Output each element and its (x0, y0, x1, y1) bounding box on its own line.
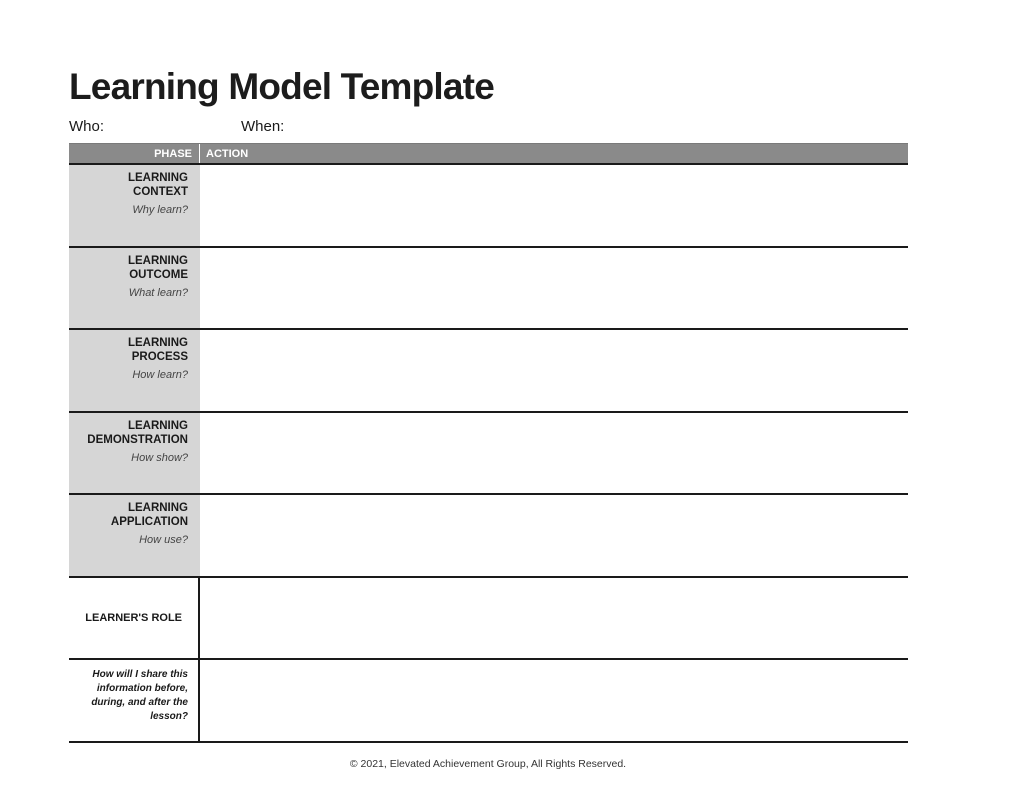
phase-question: How use? (139, 534, 188, 546)
action-cell[interactable] (200, 413, 908, 494)
action-cell[interactable] (200, 495, 908, 576)
phase-name-line2: APPLICATION (110, 516, 188, 528)
phase-name-line2: OUTCOME (129, 268, 188, 281)
phase-header: PHASE (69, 144, 200, 163)
action-cell[interactable] (200, 578, 908, 659)
phase-name-line1: LEARNING (127, 172, 188, 184)
phase-name-line1: LEARNING (127, 502, 188, 514)
copyright-footer: © 2021, Elevated Achievement Group, All Rights Reserved. (349, 758, 627, 770)
table-row-learning-outcome (69, 248, 908, 331)
action-cell[interactable] (200, 165, 908, 246)
phase-name-line2: CONTEXT (133, 186, 188, 198)
table-row-learning-demonstration (69, 413, 908, 496)
action-cell[interactable] (200, 248, 908, 329)
phase-cell (69, 165, 200, 246)
phase-cell (69, 413, 200, 494)
learning-model-table (69, 143, 908, 743)
who-label: Who: (69, 118, 105, 135)
phase-name-line1: LEARNING (127, 254, 188, 267)
phase-question: How learn? (132, 369, 188, 381)
table-row-learning-context (69, 165, 908, 248)
phase-name-line2: DEMONSTRATION (87, 433, 188, 446)
phase-question: What learn? (128, 286, 188, 299)
learners-role-label: LEARNER'S ROLE (85, 611, 182, 624)
share-question-cell (69, 660, 200, 741)
phase-cell (69, 248, 200, 329)
table-row-learning-process (69, 330, 908, 413)
table-row-share (69, 660, 908, 743)
action-header: ACTION (206, 148, 249, 160)
page-title: Learning Model Template (69, 66, 494, 107)
action-cell[interactable] (200, 330, 908, 411)
table-row-learning-application (69, 495, 908, 578)
phase-name-line1: LEARNING (127, 337, 188, 349)
table-row-learners-role (69, 578, 908, 661)
action-cell[interactable] (200, 660, 908, 741)
phase-cell (69, 330, 200, 411)
share-question: How will I share this information before, during, and after the lesson? (91, 669, 188, 722)
when-label: When: (241, 118, 285, 135)
phase-cell (69, 495, 200, 576)
phase-name-line1: LEARNING (127, 419, 188, 432)
learners-role-cell (69, 578, 200, 659)
table-header (69, 143, 908, 165)
phase-name-line2: PROCESS (131, 351, 188, 363)
phase-question: How show? (131, 451, 188, 464)
phase-question: Why learn? (132, 204, 188, 216)
